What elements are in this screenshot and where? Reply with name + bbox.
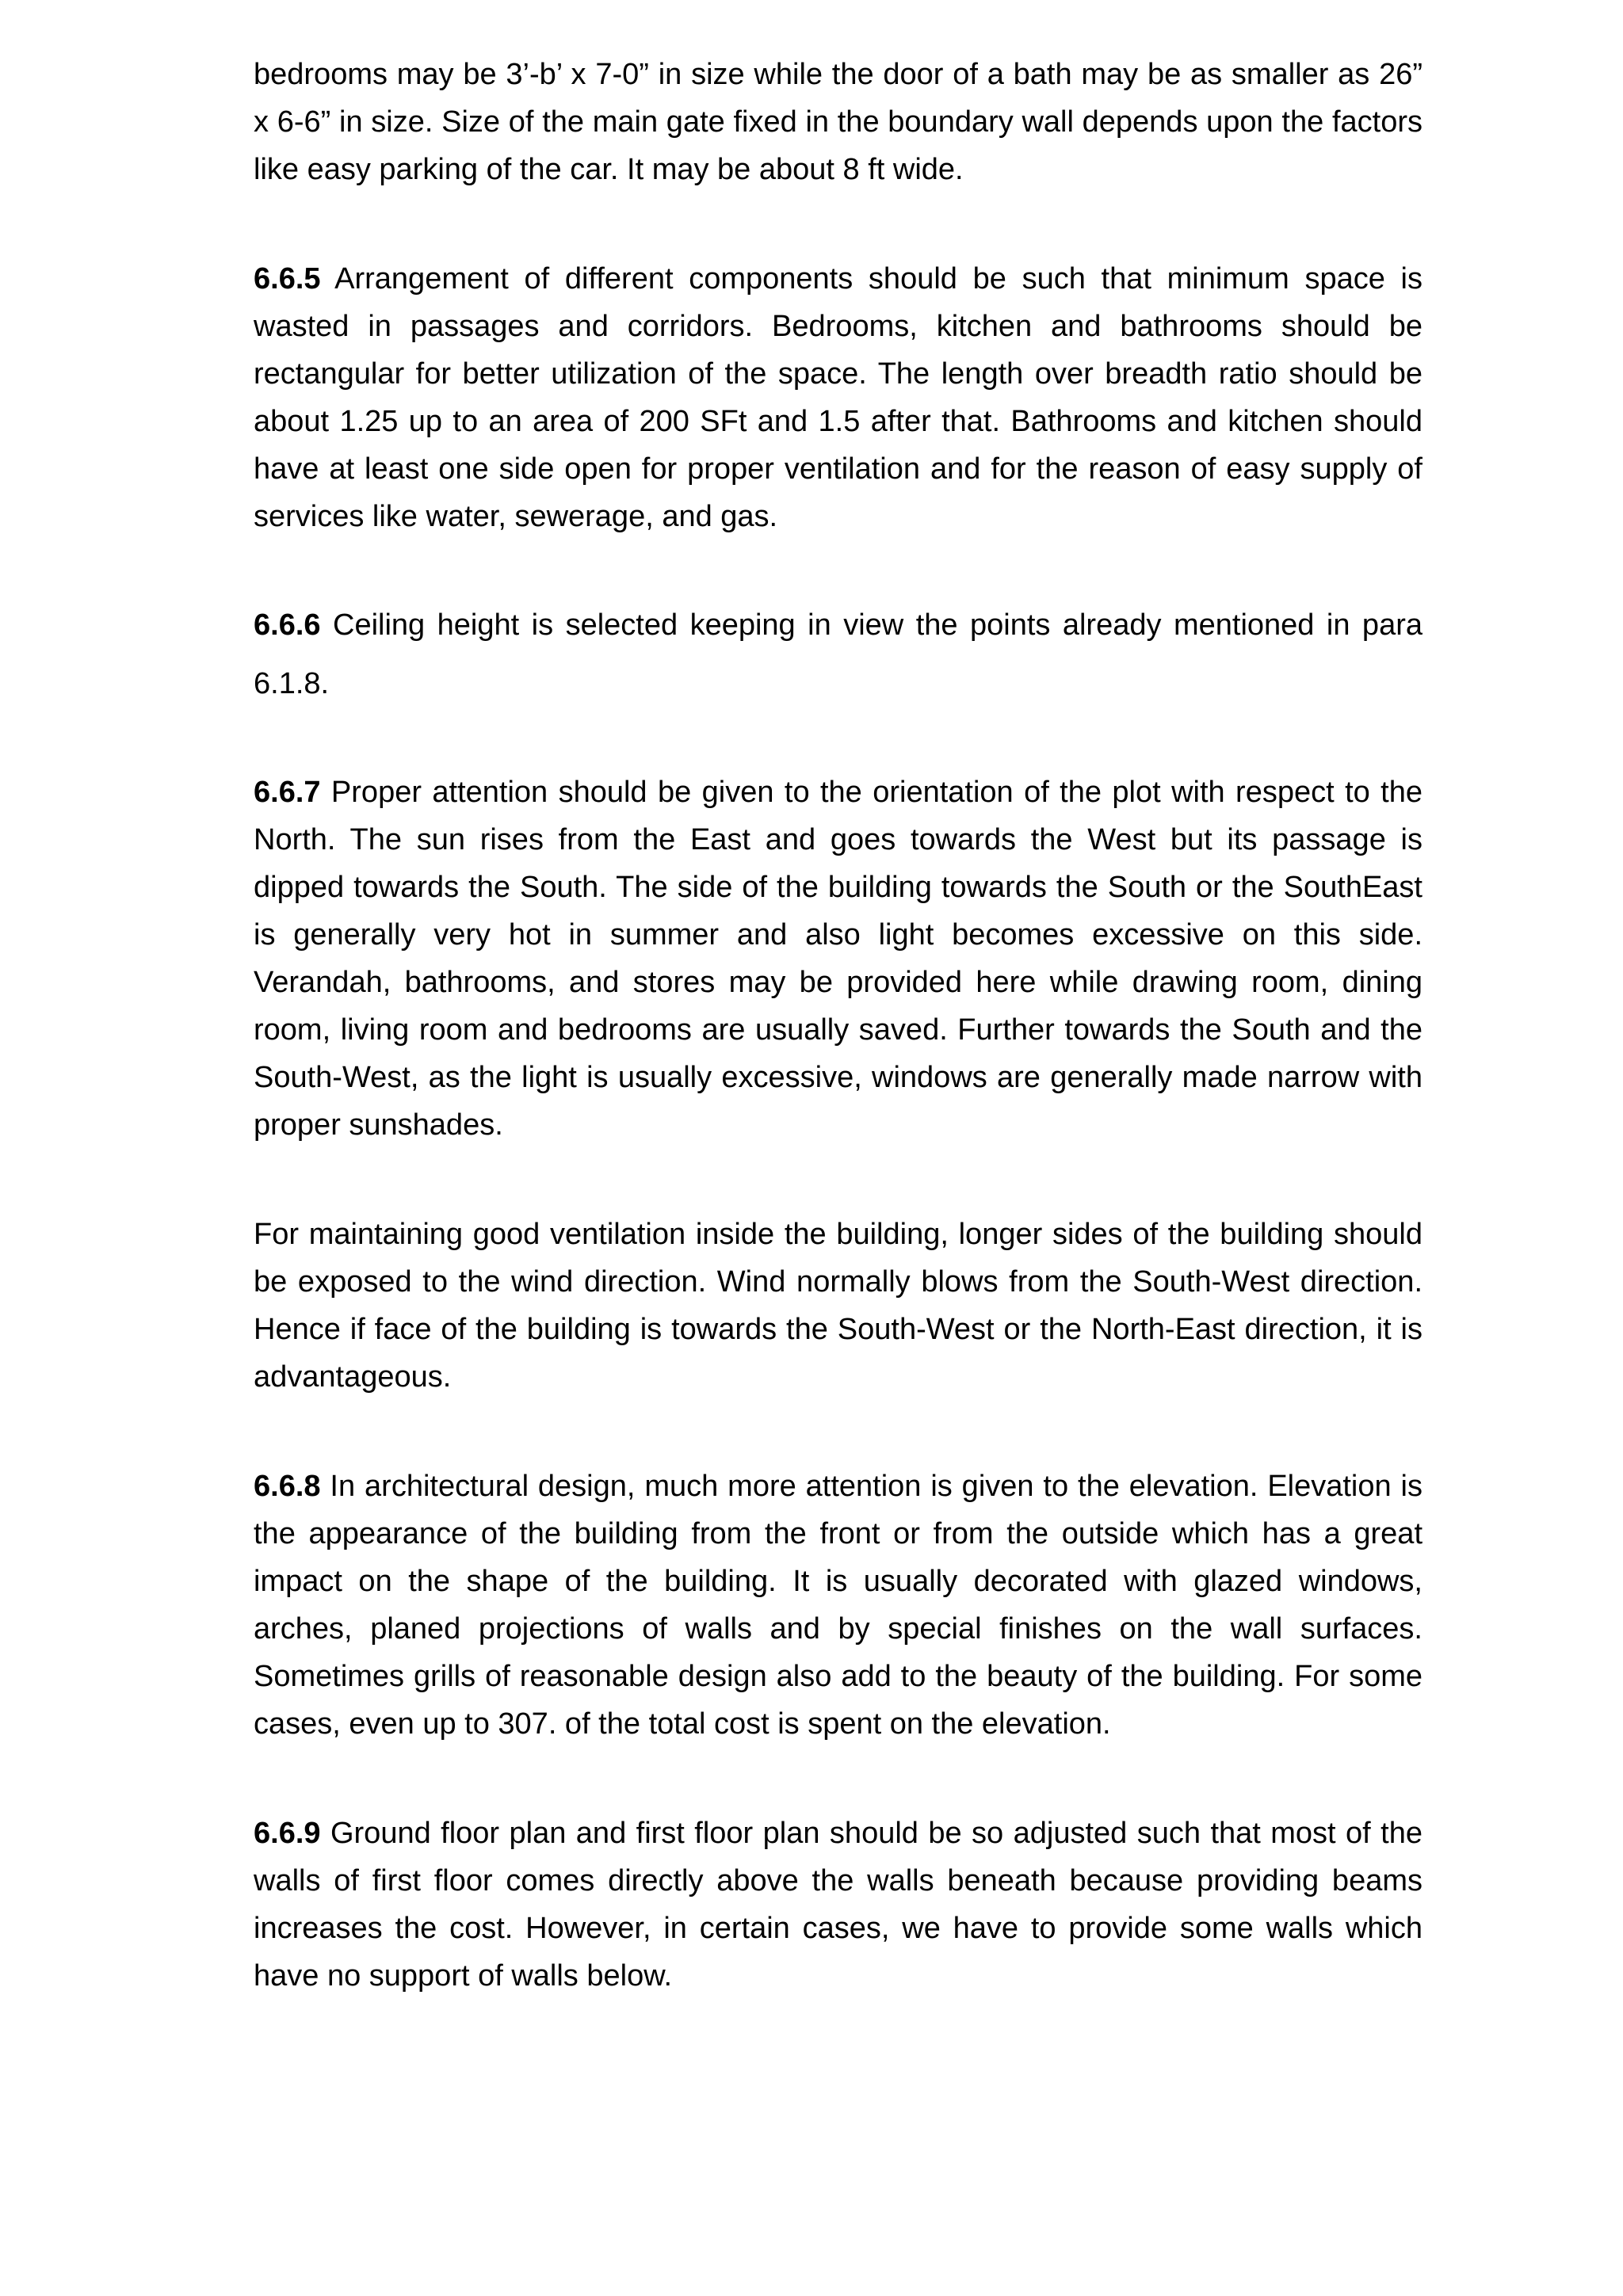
paragraph-6-6-9 (254, 1810, 1423, 2000)
paragraph-6-6-5 (254, 255, 1423, 540)
section-number: 6.6.7 (254, 776, 321, 809)
paragraph-text: In architectural design, much more attention is given to the elevation. Elevation is the appearance of the building from the front or from the outside which has a great impact on the shape of the building. It is usually decorated with glazed windows, arches, planed projections of walls and by special finishes on the wall surfaces. Sometimes grills of reasonable design also add to the beauty of the building. For some cases, even up to 307. of the total cost is spent on the elevation. (254, 1470, 1423, 1741)
paragraph-6-6-6 (254, 596, 1423, 713)
paragraph-text: Ground floor plan and first floor plan should be so adjusted such that most of the walls of first floor comes directly above the walls beneath because providing beams increases the cost. However, in certain cases, we have to provide some walls which have no support of walls below. (254, 1817, 1423, 1993)
section-number: 6.6.9 (254, 1817, 321, 1850)
section-number: 6.6.8 (254, 1470, 321, 1503)
paragraph-6-6-7 (254, 769, 1423, 1149)
paragraph-text: For maintaining good ventilation inside the building, longer sides of the building should be exposed to the wind direction. Wind normally blows from the South-West direction. Hence if face of the building is towards the South-West or the North-East direction, it is advantageous. (254, 1218, 1423, 1394)
section-number: 6.6.6 (254, 608, 321, 642)
paragraph-ventilation (254, 1211, 1423, 1401)
paragraph-text: Proper attention should be given to the orientation of the plot with respect to the North. The sun rises from the East and goes towards the West but its passage is dipped towards the South. The side of the building towards the South or the SouthEast is generally very hot in summer and also light becomes excessive on this side. Verandah, bathrooms, and stores may be provided here while drawing room, dining room, living room and bedrooms are usually saved. Further towards the South and the South-West, as the light is usually excessive, windows are generally made narrow with proper sunshades. (254, 776, 1423, 1142)
paragraph-text: bedrooms may be 3’-b’ x 7-0” in size while the door of a bath may be as smaller as 26” x 6-6” in size. Size of the main gate fixed in the boundary wall depends upon the factors like easy parking of the car. It may be about 8 ft wide. (254, 58, 1423, 186)
paragraph-text: Ceiling height is selected keeping in view the points already mentioned in para 6.1.8. (254, 608, 1423, 700)
document-body (254, 51, 1423, 2000)
paragraph-6-6-8 (254, 1463, 1423, 1748)
paragraph-continuation (254, 51, 1423, 193)
section-number: 6.6.5 (254, 262, 321, 296)
paragraph-text: Arrangement of different components should be such that minimum space is wasted in passages and corridors. Bedrooms, kitchen and bathrooms should be rectangular for better utilization of the space. The length over breadth ratio should be about 1.25 up to an area of 200 SFt and 1.5 after that. Bathrooms and kitchen should have at least one side open for proper ventilation and for the reason of easy supply of services like water, sewerage, and gas. (254, 262, 1423, 533)
